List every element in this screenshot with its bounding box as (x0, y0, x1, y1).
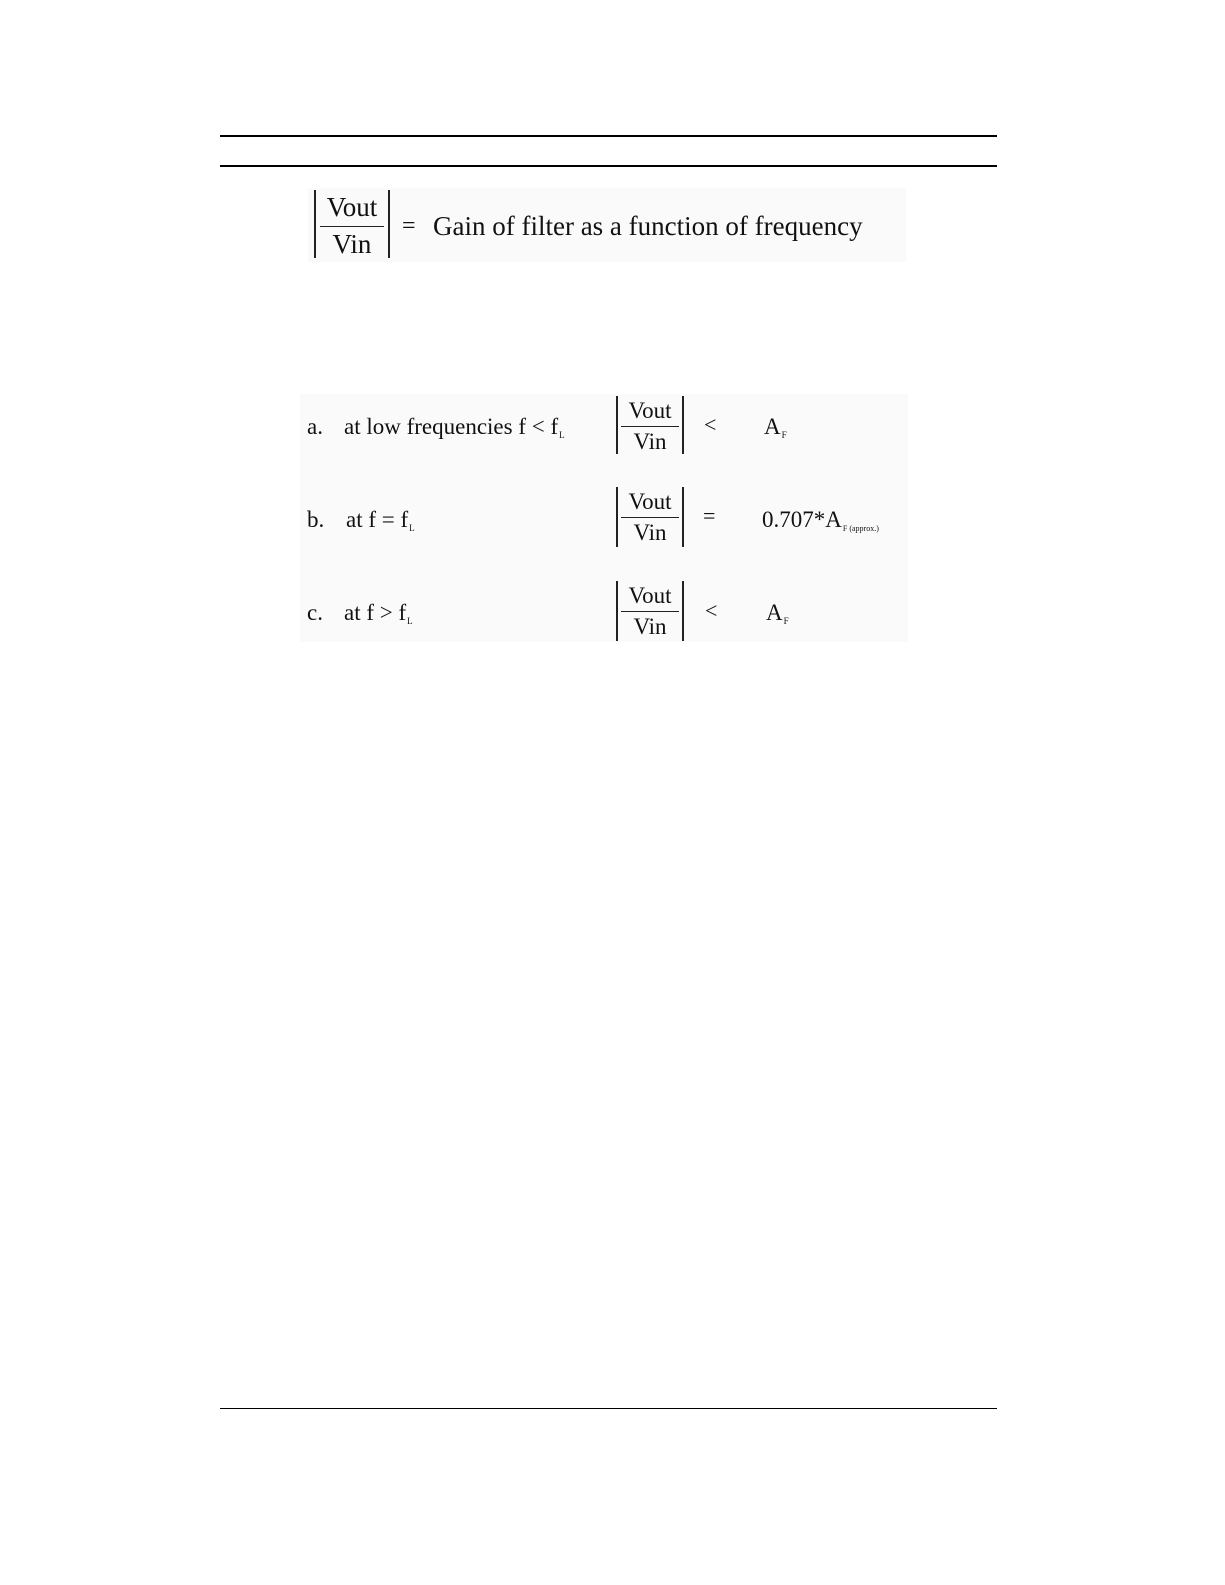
condition-text: at $f > f_L$ (344, 600, 413, 626)
gain-value-subscript: F (783, 616, 789, 626)
footer-rule (220, 1408, 997, 1409)
fraction-bar (320, 226, 384, 227)
gain-value-subscript: F (781, 430, 787, 440)
fraction-denominator: Vin (332, 229, 372, 259)
definition-fraction (314, 190, 390, 258)
gain-value: $A_F$ (766, 600, 789, 626)
condition-label: b. (307, 507, 325, 532)
condition-label: c. (307, 600, 323, 625)
condition-subscript: L (559, 430, 565, 440)
fraction-denominator: Vin (633, 614, 667, 639)
condition-text: at $f = f_L$ (346, 507, 415, 533)
gain-value: $A_F$ (764, 414, 787, 440)
condition-subscript: L (409, 523, 415, 533)
condition-subscript: L (407, 616, 413, 626)
fraction-bar (621, 611, 679, 612)
fraction-bar (621, 517, 679, 518)
gain-fraction (616, 581, 684, 641)
comparison-operator: < (705, 598, 718, 623)
gain-fraction (616, 396, 684, 454)
definition-description: Gain of filter as a function of frequency (433, 211, 863, 241)
fraction-numerator: Vout (628, 583, 672, 608)
header-rule-top (220, 135, 997, 137)
header-rule-bottom (220, 165, 997, 167)
definition-equation (308, 188, 906, 262)
fraction-numerator: Vout (628, 398, 672, 423)
comparison-operator: < (704, 412, 717, 437)
gain-value-subscript: F (approx.) (842, 524, 879, 533)
fraction-numerator: Vout (326, 192, 378, 222)
conditions-block (300, 394, 908, 642)
fraction-bar (621, 426, 679, 427)
gain-fraction (616, 487, 684, 547)
fraction-denominator: Vin (633, 429, 667, 454)
condition-text: at low frequencies $f < f_L$ (344, 414, 565, 440)
comparison-operator: = (703, 503, 716, 528)
fraction-denominator: Vin (633, 520, 667, 545)
gain-value: $0.707*A_{F (approx.)}$ (762, 507, 879, 533)
equals-sign: = (402, 213, 416, 239)
condition-label: a. (307, 414, 323, 439)
fraction-numerator: Vout (628, 489, 672, 514)
